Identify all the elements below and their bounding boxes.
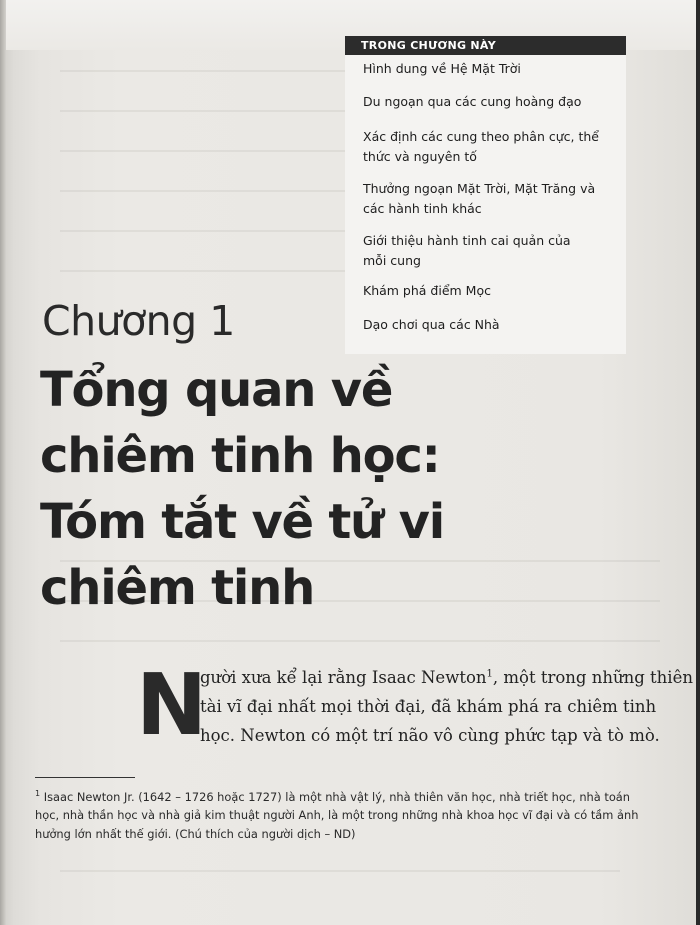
in-this-chapter-header: TRONG CHƯƠNG NÀY: [345, 36, 626, 55]
body-line: học. Newton có một trí não vô cùng phức tạp và tò mò.: [200, 726, 660, 745]
body-line: tài vĩ đại nhất mọi thời đại, đã khám phá ra chiêm tinh: [200, 697, 657, 716]
chapter-topic-line: các hành tinh khác: [363, 201, 482, 216]
footnote-ref[interactable]: 1: [486, 668, 493, 680]
chapter-topic-line: Xác định các cung theo phân cực, thể: [363, 129, 599, 144]
show-through-line: [60, 870, 620, 872]
chapter-topic-item: [363, 127, 621, 167]
drop-cap: N: [136, 656, 208, 755]
chapter-topic-line: Giới thiệu hành tinh cai quản của: [363, 233, 571, 248]
chapter-topic-item: [363, 59, 621, 79]
footnote: [35, 785, 650, 843]
chapter-title-line: Tổng quan về: [40, 362, 393, 418]
chapter-topic-item: [363, 231, 621, 271]
chapter-title-line: Tóm tắt về tử vi: [40, 494, 444, 550]
body-text: gười xưa kể lại rằng Isaac Newton: [200, 668, 487, 687]
page-right-edge: [696, 0, 700, 925]
chapter-topic-line: Hình dung về Hệ Mặt Trời: [363, 61, 521, 76]
body-text: , một trong những thiên: [492, 668, 693, 687]
chapter-topic-item: [363, 179, 621, 219]
chapter-topic-item: [363, 92, 621, 112]
chapter-title-line: chiêm tinh: [40, 560, 315, 616]
show-through-line: [60, 640, 660, 642]
footnote-rule: [35, 777, 135, 778]
chapter-topic-line: mỗi cung: [363, 253, 421, 268]
footnote-text: Isaac Newton Jr. (1642 – 1726 hoặc 1727) là một nhà vật lý, nhà thiên văn học, nhà triết học, nhà toán học, nhà thần học và nhà giả kim thuật người Anh, là một trong những nhà khoa học vĩ đại và có tầm ảnh hưởng lớn nhất thế giới. (Chú thích của người dịch – ND): [35, 789, 639, 841]
page-gutter-shadow: [0, 0, 6, 925]
in-this-chapter-box: [345, 36, 626, 354]
chapter-topic-line: Dạo chơi qua các Nhà: [363, 317, 500, 332]
chapter-topic-line: Du ngoạn qua các cung hoàng đạo: [363, 94, 582, 109]
body-line: [200, 668, 693, 687]
chapter-topic-line: Thưởng ngoạn Mặt Trời, Mặt Trăng và: [363, 181, 596, 196]
chapter-label: Chương 1: [42, 297, 235, 345]
chapter-title-line: chiêm tinh học:: [40, 428, 440, 484]
chapter-topic-item: [363, 315, 621, 335]
footnote-number: 1: [35, 789, 41, 798]
chapter-topic-item: [363, 281, 621, 301]
chapter-topic-line: Khám phá điểm Mọc: [363, 283, 491, 298]
chapter-topic-line: thức và nguyên tố: [363, 149, 477, 164]
chapter-title: [40, 357, 640, 621]
